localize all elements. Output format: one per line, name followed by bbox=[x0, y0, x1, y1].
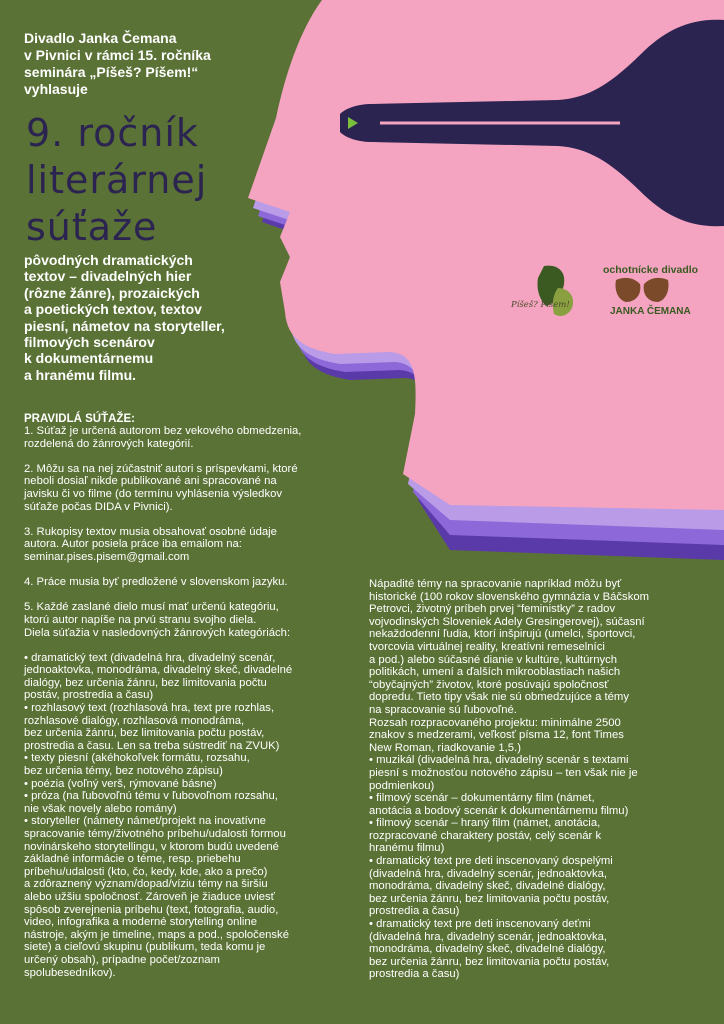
rule-line: • dramatický text pre deti inscenovaný dospelými bbox=[369, 855, 613, 868]
rule-line: základné informácie o téme, resp. priebehu bbox=[24, 853, 241, 866]
rule-line: monodráma, divadelný skeč, divadelné dialógy, bbox=[369, 880, 606, 893]
rule-line: Petrovci, životný príbeh prvej “feministky” z radov bbox=[369, 603, 616, 616]
rule-line: spôsob zverejnenia príbehu (text, fotografia, audio, bbox=[24, 903, 279, 916]
theatre-logo-bottom: JANKA ČEMANA bbox=[610, 306, 691, 317]
rule-line: súťaže počas DIDA v Pivnici). bbox=[24, 500, 173, 513]
rule-line: autora. Autor posiela práce iba emailom na: bbox=[24, 538, 242, 551]
rule-line: jednoaktovka, monodráma, divadelný skeč, divadelné bbox=[24, 664, 293, 677]
subheading-line: a poetických textov, textov bbox=[24, 301, 202, 318]
rule-line: neboli dosiaľ nikde publikované ani spracované na bbox=[24, 475, 277, 488]
rule-line bbox=[24, 564, 354, 577]
rule-line: rozdelená do žánrových kategórií. bbox=[24, 437, 194, 450]
rule-line: video, infografika a moderné storytelling online bbox=[24, 916, 257, 929]
rule-line: dialógy, bez určenia žánru, bez limitovania počtu bbox=[24, 676, 267, 689]
rule-line: novinárskeho storytellingu, v ktorom budú uvedené bbox=[24, 840, 279, 853]
rule-line: seminar.pises.pisem@gmail.com bbox=[24, 550, 190, 563]
rule-line: politikách, umení a ďalších mikrooblastiach našich bbox=[369, 666, 621, 679]
intro-line: seminára „Píšeš? Píšem!“ bbox=[24, 64, 199, 80]
rule-line: a zdôraznený význam/dopad/víziu témy na širšiu bbox=[24, 878, 268, 891]
intro-line: vyhlasuje bbox=[24, 81, 88, 97]
heading-line: literárnej bbox=[26, 158, 208, 202]
subheading-line: filmových scenárov bbox=[24, 334, 155, 351]
rule-line: “obyčajných” životov, ktoré posúvajú spoločnosť bbox=[369, 678, 609, 691]
rule-line: monodráma, divadelný skeč, divadelné dialógy, bbox=[369, 943, 606, 956]
rule-line: bez určenia žánru, bez limitovania počtu postáv, bbox=[369, 955, 610, 968]
rule-line: bez určenia žánru, bez limitovania počtu postáv, bbox=[24, 727, 265, 740]
rule-line: siete) a cieľovú skupinu (publikum, teda komu je bbox=[24, 941, 266, 954]
rule-line: • rozhlasový text (rozhlasová hra, text pre rozhlas, bbox=[24, 702, 275, 715]
subheading-line: a hranému filmu. bbox=[24, 366, 137, 383]
rule-line: piesní s možnosťou notového zápisu – ten však nie je bbox=[369, 766, 638, 779]
rule-line: nie však novely alebo romány) bbox=[24, 802, 177, 815]
rule-line: hranému filmu) bbox=[369, 842, 445, 855]
heading-line: 9. ročník bbox=[26, 111, 199, 155]
rule-line: bez určenia témy, bez notového zápisu) bbox=[24, 765, 223, 778]
rule-line: na spracovanie sú ľubovoľné. bbox=[369, 703, 517, 716]
rule-line: znakov s medzerami, veľkosť písma 12, font Times bbox=[369, 729, 624, 742]
rule-line: • filmový scenár – dokumentárny film (námet, bbox=[369, 792, 595, 805]
rule-line: 1. Súťaž je určená autorom bez vekového obmedzenia, bbox=[24, 425, 302, 437]
rule-line: anotácia a bodový scenár k dokumentárnemu filmu) bbox=[369, 804, 629, 817]
rule-line: • próza (na ľubovoľnú tému v ľubovoľnom rozsahu, bbox=[24, 790, 278, 803]
rules-title: PRAVIDLÁ SÚŤAŽE: bbox=[24, 413, 135, 425]
rule-line: postáv, prostredia a času) bbox=[24, 689, 154, 702]
heading-line: súťaže bbox=[26, 205, 158, 249]
intro-line: v Pivnici v rámci 15. ročníka bbox=[24, 47, 211, 63]
rule-line: • storyteller (námety námet/projekt na inovatívne bbox=[24, 815, 266, 828]
subheading-line: k dokumentárnemu bbox=[24, 350, 154, 367]
rule-line: javisku či vo filme (do termínu vyhlásenia výsledkov bbox=[24, 487, 283, 500]
rule-line: a pod.) alebo súčasné dianie v kultúre, kultúrnych bbox=[369, 653, 618, 666]
rule-line: Rozsah rozpracovaného projektu: minimálne 2500 bbox=[369, 716, 621, 729]
rule-line: prostredia a času) bbox=[369, 905, 460, 918]
intro-text bbox=[24, 30, 284, 98]
subheading-line: piesní, námetov na storyteller, bbox=[24, 317, 225, 334]
rule-line: bez určenia žánru, bez limitovania počtu postáv, bbox=[369, 892, 610, 905]
rule-line: prostredia a času. Len sa treba sústrediť na ZVUK) bbox=[24, 739, 280, 752]
rule-line bbox=[24, 513, 354, 526]
rule-line: (divadelná hra, divadelný scenár, jednoaktovka, bbox=[369, 867, 608, 880]
rule-line: spracovanie témy/životného príbehu/udalosti formou bbox=[24, 828, 286, 840]
rule-line: spolubesedníkov). bbox=[24, 966, 116, 979]
rule-line: ktorú autor napíše na prvú stranu svojho diela. bbox=[24, 613, 257, 626]
rules-left-column bbox=[24, 425, 354, 979]
rule-line: určený obsah), prípadne počet/zoznam bbox=[24, 953, 220, 966]
rule-line: rozpracované charaktery postáv, celý scenár k bbox=[369, 829, 602, 842]
rule-line: rozhlasové dialógy, rozhlasová monodráma, bbox=[24, 714, 245, 727]
pises-pisem-label: Píšeš? Píšem! bbox=[511, 300, 570, 310]
rule-line: Diela súťažia v nasledovných žánrových kategóriách: bbox=[24, 626, 291, 639]
rule-line: 3. Rukopisy textov musia obsahovať osobné údaje bbox=[24, 525, 277, 538]
rule-line: Nápadité témy na spracovanie napríklad môžu byť bbox=[369, 578, 622, 590]
rule-line: tvorcovia virtuálnej reality, kreatívni remeselníci bbox=[369, 640, 605, 653]
rule-line: historické (100 rokov slovenského gymnázia v Báčskom bbox=[369, 590, 650, 603]
rule-line: • poézia (voľný verš, rýmované básne) bbox=[24, 777, 217, 790]
main-heading bbox=[26, 110, 207, 251]
rule-line: 4. Práce musia byť predložené v slovenskom jazyku. bbox=[24, 576, 288, 589]
pises-pisem-logo bbox=[506, 262, 586, 332]
rule-line: • filmový scenár – hraný film (námet, anotácia, bbox=[369, 817, 601, 830]
rule-line bbox=[24, 450, 354, 463]
rules-right-column bbox=[369, 578, 709, 981]
rule-line: vojvodinských Sloveniek Adely Gresingerovej), súčasní bbox=[369, 615, 645, 628]
rule-line: nekaždodenní ľudia, ktorí inšpirujú (umelci, športovci, bbox=[369, 628, 636, 641]
theatre-mask-icon bbox=[612, 274, 672, 304]
subheading-line: textov – divadelných hier bbox=[24, 268, 192, 285]
intro-line: Divadlo Janka Čemana bbox=[24, 30, 177, 46]
rule-line: • muzikál (divadelná hra, divadelný scenár s textami bbox=[369, 754, 629, 767]
rule-line: 5. Každé zaslané dielo musí mať určenú kategóriu, bbox=[24, 601, 279, 614]
subheading-line: (rôzne žánre), prozaických bbox=[24, 284, 200, 301]
rule-line bbox=[24, 639, 354, 652]
rule-line: prostredia a času) bbox=[369, 968, 460, 981]
rule-line bbox=[24, 589, 354, 602]
rule-line: 2. Môžu sa na nej zúčastniť autori s príspevkami, ktoré bbox=[24, 462, 298, 475]
rule-line: • texty piesní (akéhokoľvek formátu, rozsahu, bbox=[24, 752, 250, 765]
rule-line: podmienkou) bbox=[369, 779, 435, 792]
rule-line: (divadelná hra, divadelný scenár, jednoaktovka, bbox=[369, 930, 608, 943]
rule-line: New Roman, riadkovanie 1,5.) bbox=[369, 741, 521, 754]
rule-line: • dramatický text pre deti inscenovaný deťmi bbox=[369, 918, 591, 931]
theatre-logo-top: ochotnícke divadlo bbox=[603, 264, 699, 276]
rule-line: alebo užšiu spoločnosť. Zároveň je žiaduce uviesť bbox=[24, 890, 275, 903]
rule-line: nástroje, akým je timeline, maps a pod., spoločenské bbox=[24, 928, 289, 941]
subheading bbox=[24, 252, 284, 383]
rule-line: dopredu. Tieto tipy však nie sú obmedzujúce a témy bbox=[369, 691, 629, 704]
rule-line: • dramatický text (divadelná hra, divadelný scenár, bbox=[24, 651, 276, 664]
rule-line: príbehu/udalosti (kto, čo, kedy, kde, ako a prečo) bbox=[24, 865, 268, 878]
subheading-line: pôvodných dramatických bbox=[24, 252, 193, 268]
